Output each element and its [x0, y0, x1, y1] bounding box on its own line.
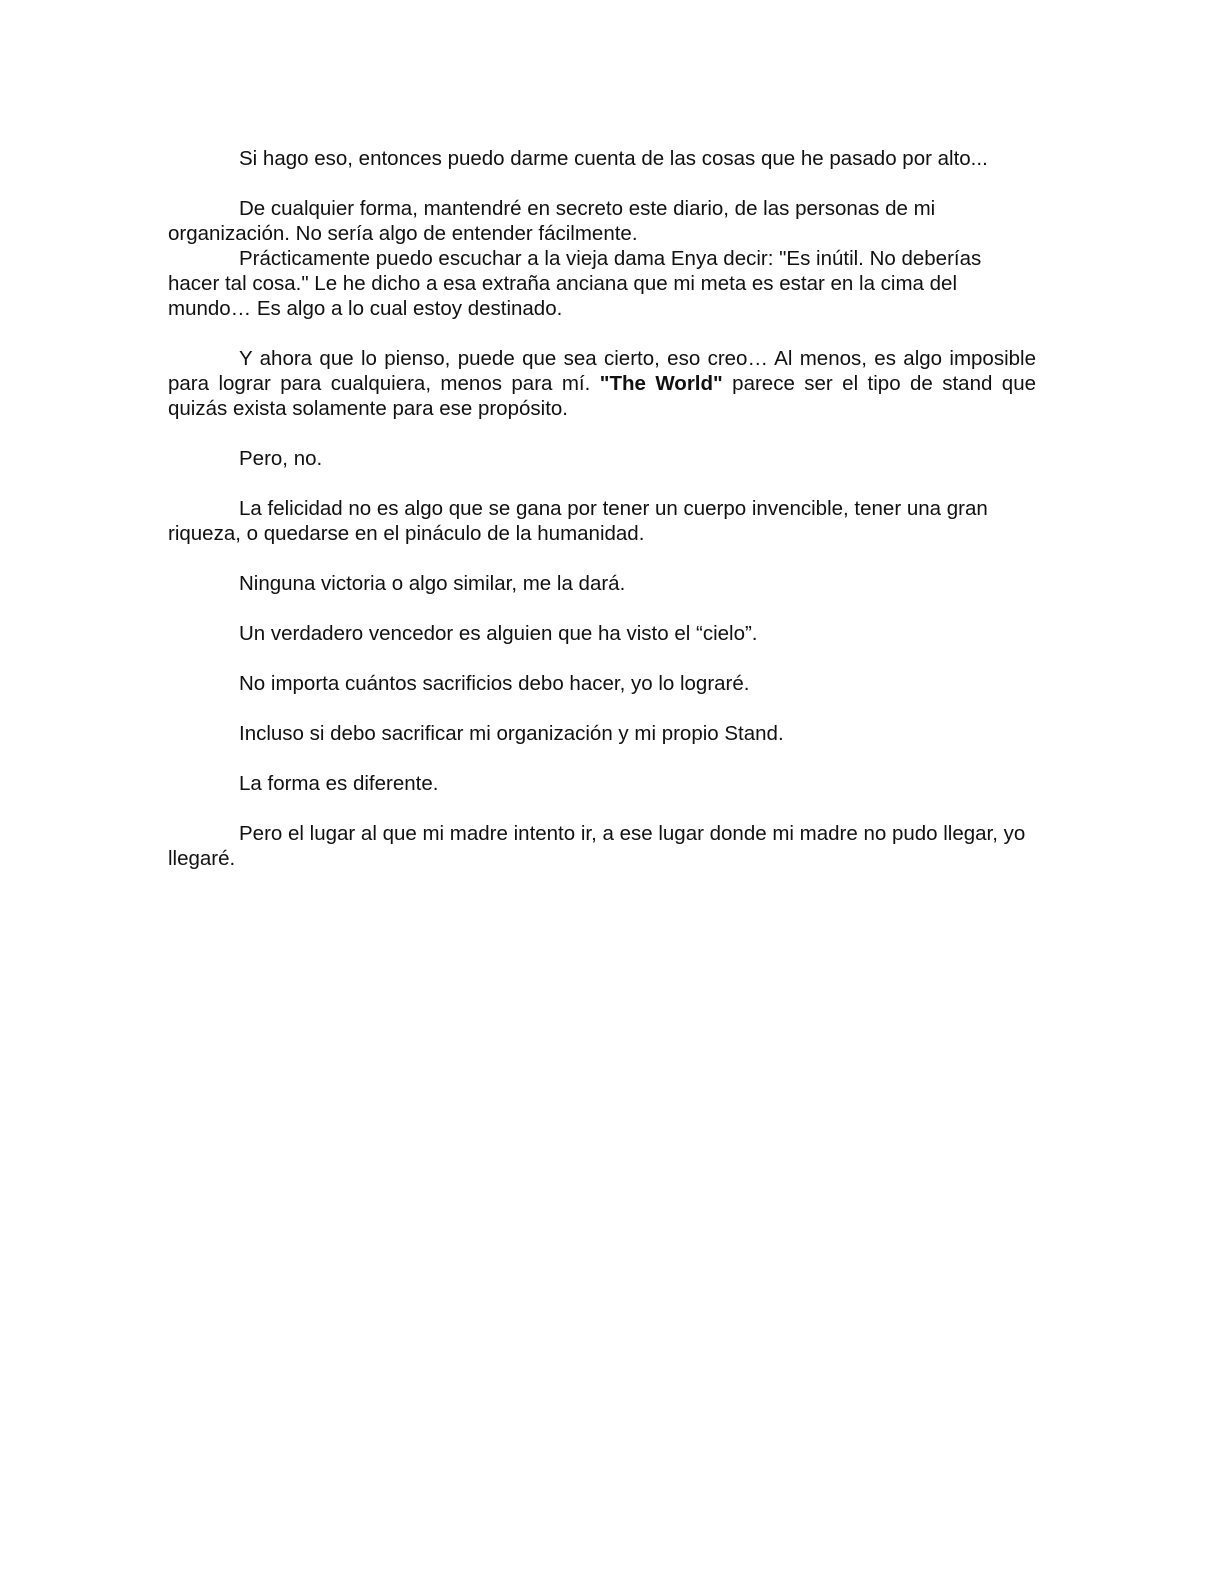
paragraph-5: Pero, no. — [239, 447, 323, 470]
paragraph-4 — [168, 346, 1036, 421]
the-world-title: "The World" — [599, 372, 723, 395]
paragraph-2: De cualquier forma, mantendré en secreto este diario, de las personas de mi organización. No sería algo de entender fácilmente. — [168, 197, 936, 245]
paragraph-11: La forma es diferente. — [239, 772, 439, 795]
paragraph-3: Prácticamente puedo escuchar a la vieja dama Enya decir: "Es inútil. No deberías hacer tal cosa." Le he dicho a esa extraña anciana que mi meta es estar en la cima del mundo… Es algo a lo cual estoy destinado. — [168, 247, 982, 320]
paragraph-4-text-start: Y ahora que lo pienso, puede que sea cierto, eso creo… Al menos, es algo imposible para lograr para cualquiera, menos para mí. — [168, 347, 1036, 395]
paragraph-6: La felicidad no es algo que se gana por tener un cuerpo invencible, tener una gran riqueza, o quedarse en el pináculo de la humanidad. — [168, 497, 988, 545]
paragraph-8: Un verdadero vencedor es alguien que ha visto el “cielo”. — [239, 622, 758, 645]
document-page — [168, 146, 1036, 896]
paragraph-10: Incluso si debo sacrificar mi organización y mi propio Stand. — [239, 722, 784, 745]
paragraph-12: Pero el lugar al que mi madre intento ir, a ese lugar donde mi madre no pudo llegar, yo llegaré. — [168, 822, 1026, 870]
paragraph-7: Ninguna victoria o algo similar, me la dará. — [239, 572, 626, 595]
paragraph-9: No importa cuántos sacrificios debo hacer, yo lo lograré. — [239, 672, 750, 695]
paragraph-4-text-end: parece ser el tipo de stand que quizás exista solamente para ese propósito. — [168, 372, 1037, 420]
paragraph-1: Si hago eso, entonces puedo darme cuenta de las cosas que he pasado por alto... — [239, 147, 988, 170]
